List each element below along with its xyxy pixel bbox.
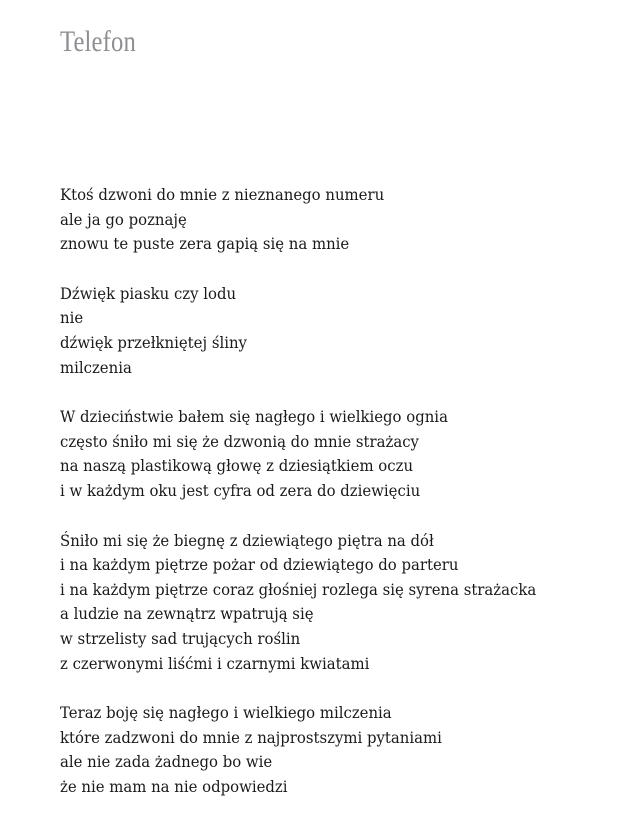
poem-line: dźwięk przełkniętej śliny bbox=[60, 332, 247, 352]
poem-line: że nie mam na nie odpowiedzi bbox=[60, 776, 288, 796]
poem-body bbox=[60, 183, 572, 824]
poem-line: które zadzwoni do mnie z najprostszymi pytaniami bbox=[60, 727, 442, 747]
poem-line: znowu te puste zera gapią się na mnie bbox=[60, 234, 350, 254]
poem-line: z czerwonymi liśćmi i czarnymi kwiatami bbox=[60, 653, 370, 673]
poem-line: i na każdym piętrze pożar od dziewiątego do parteru bbox=[60, 555, 459, 575]
poem-line: na naszą plastikową głowę z dziesiątkiem oczu bbox=[60, 456, 414, 476]
poem-line: milczenia bbox=[60, 357, 132, 377]
poem-line: Ktoś dzwoni do mnie z nieznanego numeru bbox=[60, 185, 385, 204]
stanza-3 bbox=[60, 405, 572, 503]
poem-line: i w każdym oku jest cyfra od zera do dziewięciu bbox=[60, 480, 421, 500]
stanza-1 bbox=[60, 183, 572, 257]
poem-line: często śniło mi się że dzwonią do mnie strażacy bbox=[60, 431, 419, 451]
poem-line: ale nie zada żadnego bo wie bbox=[60, 752, 273, 772]
poem-title: Telefon bbox=[60, 25, 136, 58]
poem-line: Teraz boję się nagłego i wielkiego milczenia bbox=[60, 703, 392, 723]
poem-line: W dzieciństwie bałem się nagłego i wielkiego ognia bbox=[60, 407, 448, 427]
poem-line: w strzelisty sad trujących roślin bbox=[60, 628, 301, 648]
stanza-5 bbox=[60, 701, 572, 799]
stanza-2 bbox=[60, 282, 572, 380]
poem-line: a ludzie na zewnątrz wpatrują się bbox=[60, 604, 314, 624]
poem-line: Śniło mi się że biegnę z dziewiątego piętra na dół bbox=[60, 530, 434, 550]
poem-line: i na każdym piętrze coraz głośniej rozlega się syrena strażacka bbox=[60, 579, 537, 599]
stanza-4 bbox=[60, 529, 572, 677]
poem-line: nie bbox=[60, 308, 84, 328]
poem-line: ale ja go poznaję bbox=[60, 209, 187, 229]
poem-line: Dźwięk piasku czy lodu bbox=[60, 283, 237, 303]
